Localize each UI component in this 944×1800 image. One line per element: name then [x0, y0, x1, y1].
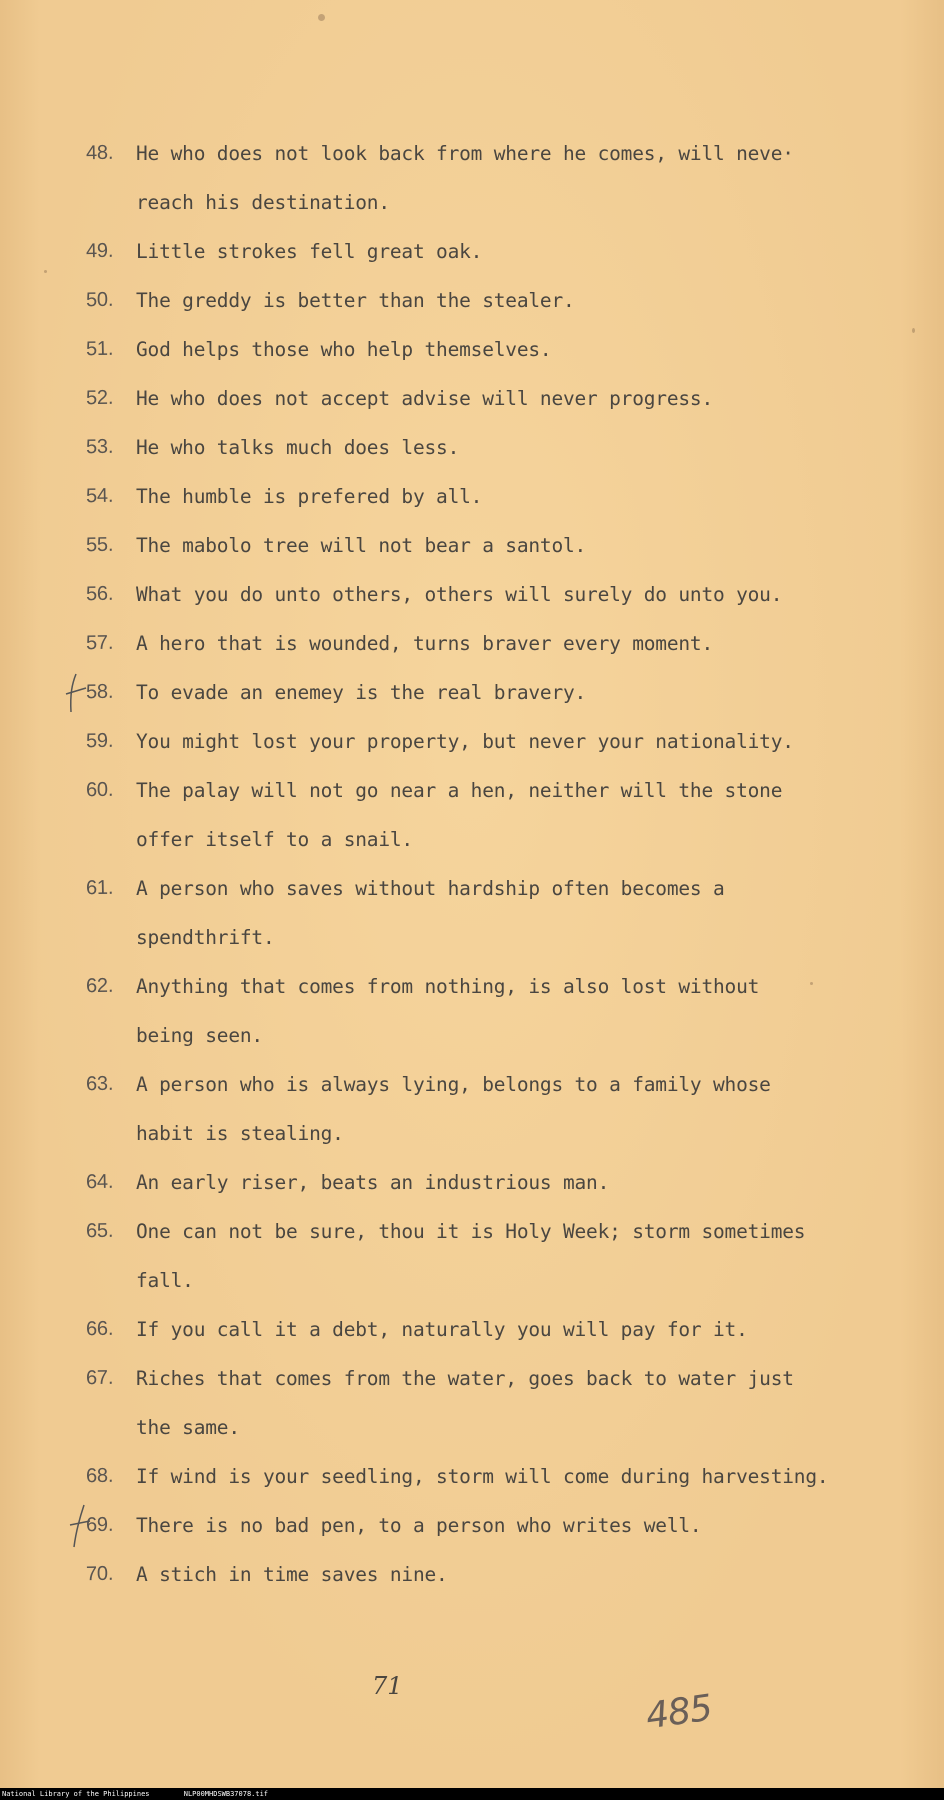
item-number: 61. — [85, 876, 114, 900]
item-number: 49. — [85, 239, 114, 263]
item-text-continued: habit is stealing. — [136, 1122, 344, 1145]
item-text-continued: fall. — [136, 1269, 194, 1292]
list-item — [86, 276, 906, 325]
item-text: If you call it a debt, naturally you will pay for it. — [136, 1318, 748, 1341]
handwritten-margin-mark — [62, 672, 92, 716]
item-text: A stich in time saves nine. — [136, 1563, 448, 1586]
item-number: 48. — [85, 141, 114, 165]
list-item — [86, 1305, 906, 1354]
item-number: 67. — [85, 1366, 114, 1390]
list-item — [86, 1550, 906, 1599]
list-item — [86, 472, 906, 521]
item-text: Anything that comes from nothing, is also lost without — [136, 975, 760, 998]
item-text: There is no bad pen, to a person who writes well. — [136, 1514, 702, 1537]
item-text: The greddy is better than the stealer. — [136, 289, 575, 312]
footer-filename: NLP00MHDSWB37078.tif — [183, 1790, 269, 1798]
item-number: 51. — [85, 337, 114, 361]
item-number: 64. — [85, 1170, 114, 1194]
item-text-continued: offer itself to a snail. — [136, 828, 413, 851]
item-text: You might lost your property, but never your nationality. — [136, 730, 794, 753]
item-text: A person who saves without hardship often becomes a — [136, 877, 725, 900]
list-item — [86, 766, 906, 864]
item-number: 65. — [85, 1219, 114, 1243]
item-text-continued: being seen. — [136, 1024, 263, 1047]
item-number: 63. — [85, 1072, 114, 1096]
item-text-continued: reach his destination. — [136, 191, 390, 214]
item-text: One can not be sure, thou it is Holy Week; storm sometimes — [136, 1220, 806, 1243]
item-text: A person who is always lying, belongs to a family whose — [136, 1073, 771, 1096]
item-text: A hero that is wounded, turns braver every moment. — [136, 632, 713, 655]
list-item — [86, 374, 906, 423]
list-item — [86, 423, 906, 472]
item-number: 59. — [85, 729, 114, 753]
item-number: 62. — [85, 974, 114, 998]
list-item — [86, 1207, 906, 1305]
list-item — [86, 325, 906, 374]
item-number: 69. — [85, 1513, 114, 1537]
list-item — [86, 570, 906, 619]
page-number: 71 — [372, 1672, 403, 1700]
item-number: 70. — [85, 1562, 114, 1586]
list-item — [86, 1501, 906, 1550]
handwritten-margin-mark — [68, 1503, 96, 1549]
footer-library-name: National Library of the Philippines — [2, 1790, 150, 1798]
paper-speck — [44, 270, 47, 273]
item-number: 50. — [85, 288, 114, 312]
item-text: He who talks much does less. — [136, 436, 460, 459]
list-item — [86, 717, 906, 766]
item-number: 60. — [85, 778, 114, 802]
list-item — [86, 129, 906, 227]
item-number: 57. — [85, 631, 114, 655]
list-item — [86, 962, 906, 1060]
item-text: He who does not accept advise will never progress. — [136, 387, 713, 410]
item-number: 53. — [85, 435, 114, 459]
item-number: 52. — [85, 386, 114, 410]
item-number: 66. — [85, 1317, 114, 1341]
paper-speck — [318, 14, 325, 21]
archive-footer-bar — [0, 1788, 944, 1800]
list-item — [86, 1158, 906, 1207]
paper-speck — [912, 328, 915, 333]
item-text: The palay will not go near a hen, neither will the stone — [136, 779, 783, 802]
item-number: 54. — [85, 484, 114, 508]
item-text: If wind is your seedling, storm will come during harvesting. — [136, 1465, 829, 1488]
item-text: Little strokes fell great oak. — [136, 240, 483, 263]
item-text-continued: spendthrift. — [136, 926, 275, 949]
item-text-continued: the same. — [136, 1416, 240, 1439]
list-item — [86, 864, 906, 962]
list-item — [86, 1060, 906, 1158]
list-item — [86, 227, 906, 276]
handwritten-stamp-number: 485 — [643, 1687, 715, 1738]
item-text: Riches that comes from the water, goes back to water just — [136, 1367, 794, 1390]
item-text: God helps those who help themselves. — [136, 338, 552, 361]
list-item — [86, 619, 906, 668]
item-number: 58. — [85, 680, 114, 704]
item-text: What you do unto others, others will surely do unto you. — [136, 583, 783, 606]
list-item — [86, 1452, 906, 1501]
item-number: 55. — [85, 533, 114, 557]
item-text: The humble is prefered by all. — [136, 485, 483, 508]
list-item — [86, 521, 906, 570]
item-text: The mabolo tree will not bear a santol. — [136, 534, 587, 557]
item-text: An early riser, beats an industrious man. — [136, 1171, 610, 1194]
list-item — [86, 668, 906, 717]
list-item — [86, 1354, 906, 1452]
item-number: 56. — [85, 582, 114, 606]
item-text: To evade an enemey is the real bravery. — [136, 681, 587, 704]
item-number: 68. — [85, 1464, 114, 1488]
item-text: He who does not look back from where he comes, will neve· — [136, 142, 794, 165]
